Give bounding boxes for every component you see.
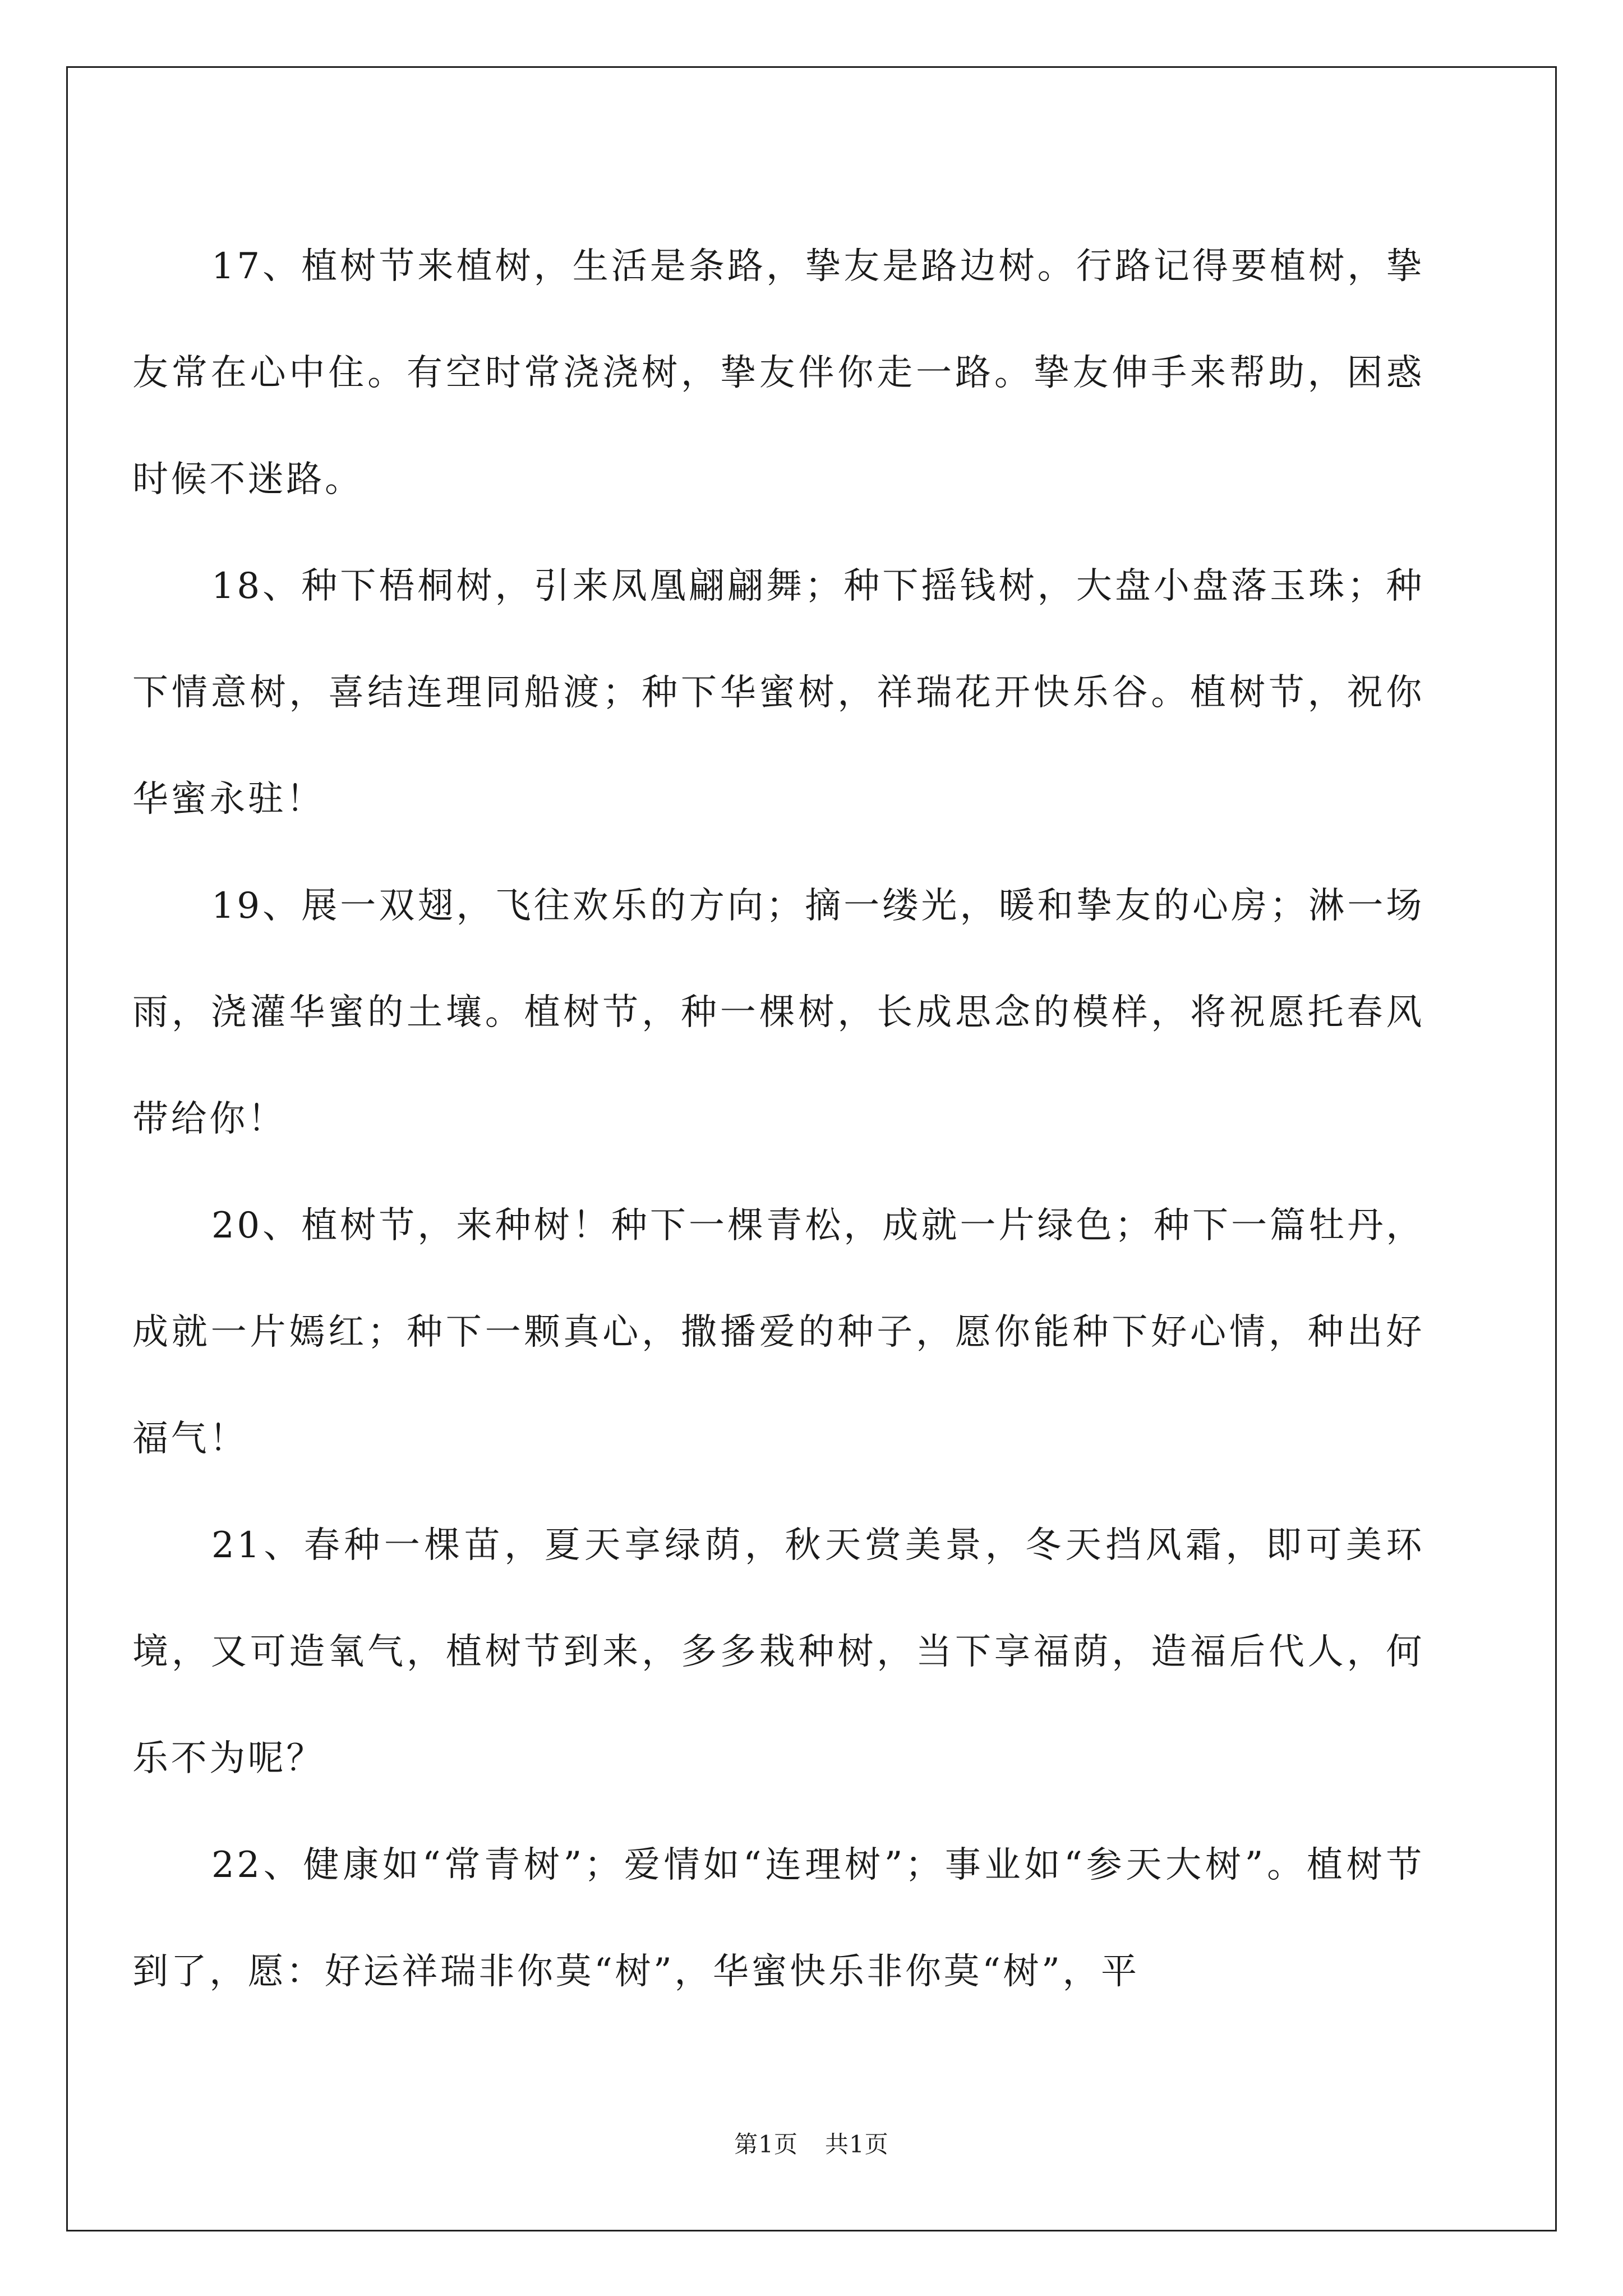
paragraph-22: 22、健康如“常青树”；爱情如“连理树”；事业如“参天大树”。植树节到了，愿：好运祥瑞非你莫“树”，华蜜快乐非你莫“树”，平 xyxy=(132,1844,1424,1993)
page-number-total: 共1页 xyxy=(825,2131,889,2158)
paragraph-17: 17、植树节来植树，生活是条路，挚友是路边树。行路记得要植树，挚友常在心中住。有空时常浇浇树，挚友伴你走一路。挚友伸手来帮助，困惑时候不迷路。 xyxy=(132,246,1424,500)
paragraph-20: 20、植树节，来种树！种下一棵青松，成就一片绿色；种下一篇牡丹，成就一片嫣红；种下一颗真心，撒播爱的种子，愿你能种下好心情，种出好福气！ xyxy=(132,1205,1424,1460)
paragraph-18: 18、种下梧桐树，引来凤凰翩翩舞；种下摇钱树，大盘小盘落玉珠；种下情意树，喜结连理同船渡；种下华蜜树，祥瑞花开快乐谷。植树节，祝你华蜜永驻！ xyxy=(132,565,1424,820)
paragraph-21: 21、春种一棵苗，夏天享绿荫，秋天赏美景，冬天挡风霜，即可美环境，又可造氧气，植树节到来，多多栽种树，当下享福荫，造福后代人，何乐不为呢？ xyxy=(132,1525,1424,1779)
document-body xyxy=(132,213,1424,2025)
page-number-current: 第1页 xyxy=(734,2131,798,2158)
page-footer xyxy=(0,2126,1623,2160)
paragraph-19: 19、展一双翅，飞往欢乐的方向；摘一缕光，暖和挚友的心房；淋一场雨，浇灌华蜜的土壤。植树节，种一棵树，长成思念的模样，将祝愿托春风带给你！ xyxy=(132,885,1424,1140)
